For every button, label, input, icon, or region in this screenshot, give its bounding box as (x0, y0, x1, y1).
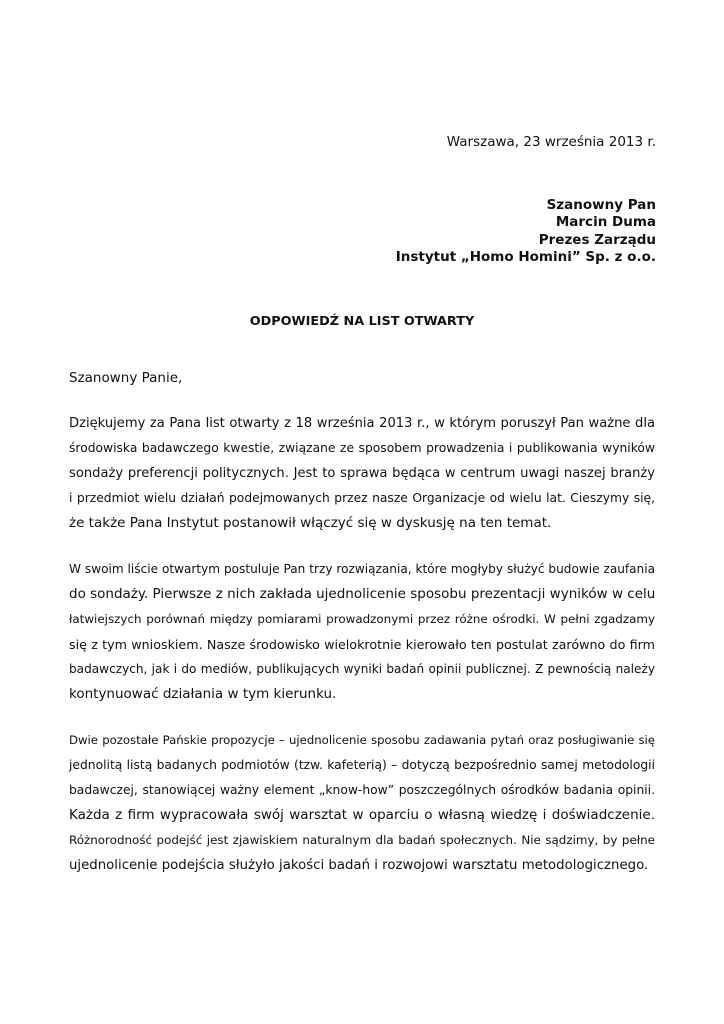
paragraph-line: badawczej, stanowiącej ważny element „know-how” poszczególnych ośrodków badania opinii. (69, 783, 655, 797)
paragraph-line: że także Pana Instytut postanowił włączyć się w dyskusję na ten temat. (69, 515, 552, 531)
paragraph-line: do sondaży. Pierwsze z nich zakłada ujednolicenie sposobu prezentacji wyników w celu (69, 586, 656, 602)
letter-title: ODPOWIEDŹ NA LIST OTWARTY (249, 314, 475, 329)
paragraph-3 (69, 728, 655, 878)
paragraph-line: W swoim liście otwartym postuluje Pan trzy rozwiązania, które mogłyby służyć budowie zaufania (69, 562, 655, 576)
paragraph-line: Dziękujemy za Pana list otwarty z 18 września 2013 r., w którym poruszył Pan ważne dla (69, 416, 655, 431)
addressee-line: Szanowny Pan (546, 197, 656, 213)
addressee-block (396, 197, 656, 266)
paragraph-line: się z tym wnioskiem. Nasze środowisko wielokrotnie kierowało ten postulat zarówno do firm (69, 637, 655, 652)
paragraph-line: Dwie pozostałe Pańskie propozycje – ujednolicenie sposobu zadawania pytań oraz posługiwanie się (69, 733, 655, 747)
paragraph-line: Każda z firm wypracowała swój warsztat w oparciu o własną wiedzę i doświadczenie. (69, 807, 655, 823)
paragraph-line: ujednolicenie podejścia służyło jakości badań i rozwojowi warsztatu metodologicznego. (69, 858, 649, 873)
addressee-position: Prezes Zarządu (538, 231, 656, 248)
addressee-company: Instytut „Homo Homini” Sp. z o.o. (395, 248, 656, 265)
letter-date: Warszawa, 23 września 2013 r. (446, 134, 656, 150)
paragraph-line: Różnorodność podejść jest zjawiskiem naturalnym dla badań społecznych. Nie sądzimy, by pełne (69, 833, 655, 847)
paragraph-1 (69, 411, 655, 536)
salutation: Szanowny Panie, (69, 370, 183, 386)
addressee-name: Marcin Duma (555, 214, 656, 231)
paragraph-2 (69, 557, 655, 707)
paragraph-line: kontynuować działania w tym kierunku. (69, 686, 337, 702)
paragraph-line: badawczych, jak i do mediów, publikujących wyniki badań opinii publicznej. Z pewnością należy (69, 662, 655, 676)
paragraph-line: sondaży preferencji politycznych. Jest to sprawa będąca w centrum uwagi naszej branży (69, 466, 655, 481)
paragraph-line: i przedmiot wielu działań podejmowanych przez nasze Organizacje od wielu lat. Cieszymy się, (69, 491, 655, 505)
paragraph-line: środowiska badawczego kwestie, związane ze sposobem prowadzenia i publikowania wyników (69, 441, 655, 455)
paragraph-line: łatwiejszych porównań między pomiarami prowadzonymi przez różne ośrodki. W pełni zgadzamy (69, 612, 655, 626)
paragraph-line: jednolitą listą badanych podmiotów (tzw. kafeterią) – dotyczą bezpośrednio samej metodologii (69, 758, 655, 772)
